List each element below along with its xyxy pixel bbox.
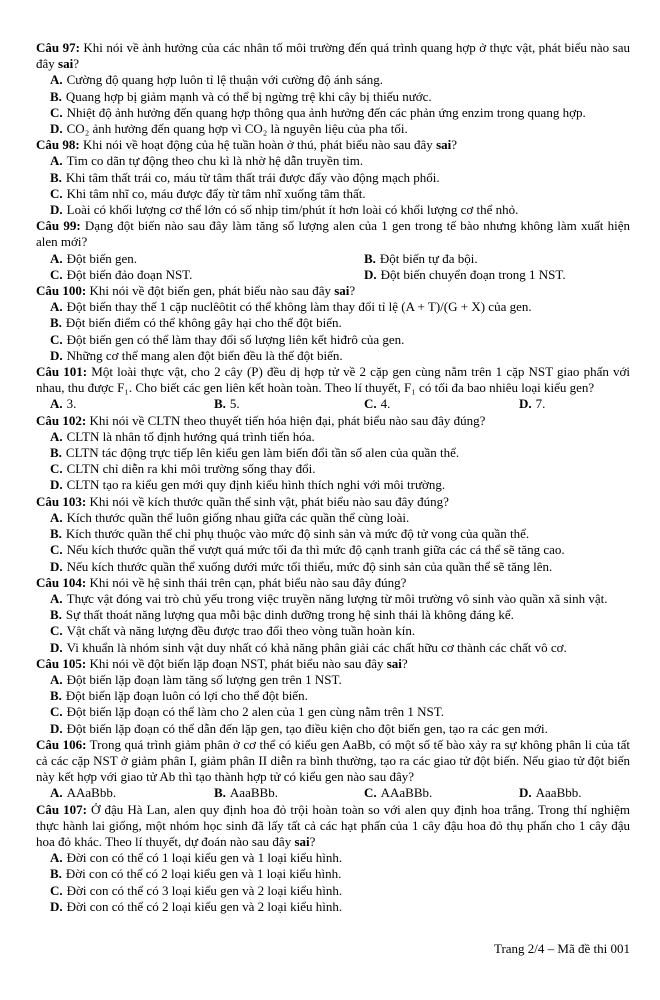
option (36, 348, 630, 364)
option-letter: B. (50, 169, 62, 185)
option (36, 170, 630, 186)
question-stem (36, 656, 630, 672)
option (36, 105, 630, 121)
option-letter: A. (50, 153, 63, 169)
option (350, 785, 505, 801)
question-emphasis: sai (294, 833, 310, 849)
option-letter: D. (50, 347, 63, 363)
option-text: 5. (229, 396, 240, 412)
option-text: Nếu kích thước quần thể xuống dưới mức tối thiểu, mức độ sinh sản của quần thể sẽ tăng lên. (66, 558, 553, 574)
question-emphasis: sai (58, 56, 74, 72)
question-stem (36, 737, 630, 786)
option-letter: A. (50, 428, 63, 444)
question-text: Dạng đột biến nào sau đây làm tăng số lượng alen của 1 gen trong tế bào nhưng không làm xuất hiện alen mới? (36, 218, 630, 250)
option-text: Khi tâm nhĩ co, máu được đẩy từ tâm nhĩ xuống tâm thất. (66, 185, 366, 201)
option (36, 526, 630, 542)
question-text: Khi nói về kích thước quần thể sinh vật, phát biểu nào sau đây đúng? (86, 493, 449, 509)
option-letter: A. (50, 72, 63, 88)
option-text: Tim co dãn tự động theo chu kì là nhờ hệ dẫn truyền tim. (66, 153, 364, 169)
option-letter: A. (50, 850, 63, 866)
question-number: Câu 97: (36, 40, 80, 55)
option (36, 153, 630, 169)
option-text: AaaBBb. (229, 785, 278, 801)
question-number: Câu 99: (36, 218, 81, 234)
question-number: Câu 102: (36, 412, 87, 428)
option (505, 785, 630, 801)
option-letter: B. (214, 396, 226, 412)
question-text: Ở đậu Hà Lan, alen quy định hoa đỏ trội hoàn toàn so với alen quy định hoa trắng. Trong thí nghiệm thực hành lai giống, một nhóm học sinh đã lấy tất cả các hạt phấn của 1 cây đậu hoa đỏ thụ phấn cho 1 cây đậu hoa đỏ khác. Theo lí thuyết, dự đoán nào sau đây (36, 801, 630, 849)
option-letter: C. (50, 266, 63, 282)
option-letter: C. (50, 331, 63, 347)
page-footer: Trang 2/4 – Mã đề thi 001 (493, 940, 630, 956)
option-text: CO₂ ảnh hưởng đến quang hợp vì CO₂ là nguyên liệu của pha tối. (66, 121, 408, 137)
option-text: 4. (380, 396, 391, 412)
option (36, 623, 630, 639)
option-text: Đột biến gen. (66, 250, 138, 266)
option-text: CLTN là nhân tố định hướng quá trình tiến hóa. (66, 428, 315, 444)
option-letter: C. (50, 882, 63, 898)
option-text: Những cơ thể mang alen đột biến đều là thể đột biến. (66, 347, 343, 363)
question-text: Khi nói về đột biến gen, phát biểu nào sau đây (86, 283, 335, 299)
option-text: Đột biến đảo đoạn NST. (66, 266, 193, 282)
option-text: Đột biến lặp đoạn có thể làm cho 2 alen của 1 gen cùng nằm trên 1 NST. (66, 704, 445, 720)
question-stem (36, 575, 630, 591)
question-block (36, 413, 630, 494)
option-text: Vật chất và năng lượng đều được trao đổi theo vòng tuần hoàn kín. (66, 623, 416, 639)
option-letter: D. (364, 266, 377, 282)
option-grid (36, 251, 630, 283)
option (36, 899, 630, 915)
option-letter: B. (50, 866, 62, 882)
option (505, 396, 630, 412)
option (36, 640, 630, 656)
option-letter: C. (50, 104, 63, 120)
option-text: Thực vật đóng vai trò chủ yếu trong việc truyền năng lượng từ môi trường vô sinh vào quần xã sinh vật. (66, 590, 608, 606)
option-text: Đời con có thể có 2 loại kiểu gen và 2 loại kiểu hình. (66, 898, 343, 914)
option-text: Đột biến điểm có thể không gây hại cho thể đột biến. (65, 315, 342, 331)
option-letter: D. (50, 202, 63, 218)
option-letter: B. (50, 315, 62, 331)
option-text: 3. (66, 396, 77, 412)
option-letter: D. (50, 121, 63, 137)
option (36, 688, 630, 704)
option (36, 510, 630, 526)
option-text: Nhiệt độ ảnh hưởng đến quang hợp thông qua ảnh hưởng đến các phản ứng enzim trong quang hợp. (66, 104, 586, 120)
option-text: AAaBBb. (380, 785, 433, 801)
option-text: 7. (535, 396, 546, 412)
question-stem (36, 494, 630, 510)
question-text: Khi nói về đột biến lặp đoạn NST, phát biểu nào sau đây (86, 655, 387, 671)
option-text: Khi tâm thất trái co, máu từ tâm thất trái được đẩy vào động mạch phổi. (65, 169, 440, 185)
option (36, 721, 630, 737)
question-number: Câu 101: (36, 364, 88, 380)
option (36, 332, 630, 348)
option-letter: B. (50, 445, 62, 461)
option-letter: C. (50, 461, 63, 477)
option (36, 704, 630, 720)
question-block (36, 364, 630, 413)
option-letter: A. (50, 250, 63, 266)
option (350, 267, 630, 283)
question-block (36, 494, 630, 575)
question-tail: ? (451, 137, 458, 153)
option-letter: C. (50, 185, 63, 201)
option-letter: B. (50, 607, 62, 623)
option-text: CLTN tác động trực tiếp lên kiểu gen làm biến đổi tần số alen của quần thể. (65, 445, 460, 461)
option (36, 89, 630, 105)
question-stem (36, 218, 630, 250)
option-letter: C. (50, 704, 63, 720)
option-letter: B. (50, 688, 62, 704)
option-text: Cường độ quang hợp luôn tỉ lệ thuận với cường độ ánh sáng. (66, 72, 384, 88)
option-text: Đột biến lặp đoạn có thể dẫn đến lặp gen, tạo điều kiện cho đột biến gen, tạo ra các gen mới. (66, 720, 548, 736)
option-letter: B. (214, 785, 226, 801)
option-text: Nếu kích thước quần thể vượt quá mức tối đa thì mức độ cạnh tranh giữa các cá thể sẽ tăng cao. (66, 542, 565, 558)
option-text: Vi khuẩn là nhóm sinh vật duy nhất có khả năng phân giải các chất hữu cơ thành các chất vô cơ. (66, 639, 567, 655)
question-text: Khi nói về hoạt động của hệ tuần hoàn ở thú, phát biểu nào sau đây (79, 137, 437, 153)
option-text: Đột biến tự đa bội. (379, 250, 478, 266)
question-block (36, 283, 630, 364)
question-list (36, 40, 630, 915)
question-number: Câu 98: (36, 137, 80, 153)
option-letter: D. (50, 720, 63, 736)
option (36, 559, 630, 575)
option-letter: D. (50, 898, 63, 914)
question-stem (36, 137, 630, 153)
question-block (36, 802, 630, 915)
option (36, 850, 630, 866)
question-emphasis: sai (334, 283, 350, 299)
option (36, 785, 200, 801)
option-text: Đột biến thay thế 1 cặp nuclêôtit có thể không làm thay đổi tỉ lệ (A + T)/(G + X) của gen. (66, 299, 532, 315)
option (36, 477, 630, 493)
question-tail: ? (401, 655, 408, 671)
option (36, 607, 630, 623)
option-letter: C. (50, 542, 63, 558)
option-grid (36, 396, 630, 412)
question-stem (36, 802, 630, 851)
option-letter: B. (50, 88, 62, 104)
option-letter: C. (364, 785, 377, 801)
question-tail: ? (73, 56, 79, 72)
option (200, 396, 350, 412)
option (36, 445, 630, 461)
question-text: Khi nói về ảnh hưởng của các nhân tố môi trường đến quá trình quang hợp ở thực vật, phát biểu nào sau đây (36, 40, 630, 72)
question-block (36, 218, 630, 283)
option (350, 396, 505, 412)
option-text: Đột biến lặp đoạn làm tăng số lượng gen trên 1 NST. (66, 671, 342, 687)
question-text: Khi nói về CLTN theo thuyết tiến hóa hiện đại, phát biểu nào sau đây đúng? (86, 412, 486, 428)
option (36, 251, 350, 267)
question-text: Trong quá trình giảm phân ở cơ thể có kiểu gen AaBb, có một số tế bào xảy ra sự không phân li của tất cả các cặp NST ở giảm phân I, giảm phân II diễn ra bình thường, tạo ra các giao tử đột biến. Nếu giao tử đột biến này kết hợp với giao tử Ab thì tạo thành hợp tử có kiểu gen nào sau đây? (36, 736, 630, 785)
option (36, 299, 630, 315)
question-tail: ? (349, 283, 356, 299)
option (36, 315, 630, 331)
question-block (36, 575, 630, 656)
option (36, 121, 630, 137)
option (200, 785, 350, 801)
option-letter: B. (364, 250, 376, 266)
question-number: Câu 106: (36, 736, 87, 752)
option-text: Quang hợp bị giảm mạnh và có thể bị ngừng trệ khi cây bị thiếu nước. (65, 88, 432, 104)
question-number: Câu 103: (36, 493, 87, 509)
question-stem (36, 364, 630, 396)
option-letter: D. (50, 639, 63, 655)
option-text: Loài có khối lượng cơ thể lớn có số nhịp tim/phút ít hơn loài có khối lượng cơ thể nhỏ. (66, 202, 519, 218)
question-number: Câu 105: (36, 655, 87, 671)
option-letter: C. (50, 623, 63, 639)
option (36, 591, 630, 607)
option (36, 72, 630, 88)
option-text: Kích thước quần thể luôn giống nhau giữa các quần thể cùng loài. (66, 509, 410, 525)
option (350, 251, 630, 267)
option-letter: C. (364, 396, 377, 412)
option (36, 542, 630, 558)
option-text: Sự thất thoát năng lượng qua mỗi bậc dinh dưỡng trong hệ sinh thái là không đáng kể. (65, 607, 514, 623)
option-letter: A. (50, 671, 63, 687)
question-block (36, 137, 630, 218)
question-stem (36, 413, 630, 429)
option-text: CLTN tạo ra kiểu gen mới quy định kiểu hình thích nghi với môi trường. (66, 477, 446, 493)
option-letter: B. (50, 526, 62, 542)
question-number: Câu 107: (36, 801, 87, 817)
question-emphasis: sai (436, 137, 452, 153)
option-letter: A. (50, 509, 63, 525)
option (36, 866, 630, 882)
option (36, 202, 630, 218)
option-text: Kích thước quần thể chỉ phụ thuộc vào mức độ sinh sản và mức độ tử vong của quần thể. (65, 526, 530, 542)
option-text: Đời con có thể có 3 loại kiểu gen và 2 loại kiểu hình. (66, 882, 343, 898)
option-letter: A. (50, 590, 63, 606)
option-text: Đột biến chuyển đoạn trong 1 NST. (380, 266, 566, 282)
question-block (36, 737, 630, 802)
option (36, 672, 630, 688)
question-block (36, 40, 630, 137)
option-letter: A. (50, 299, 63, 315)
option-letter: D. (519, 396, 532, 412)
question-number: Câu 104: (36, 574, 87, 590)
option (36, 429, 630, 445)
option (36, 396, 200, 412)
option-text: AaaBbb. (535, 785, 582, 801)
question-text: Khi nói về hệ sinh thái trên cạn, phát biểu nào sau đây đúng? (86, 574, 407, 590)
question-tail: ? (309, 833, 316, 849)
option-letter: D. (519, 785, 532, 801)
option-text: Đột biến gen có thể làm thay đổi số lượng liên kết hiđrô của gen. (66, 331, 405, 347)
option-text: Đột biến lặp đoạn luôn có lợi cho thể đột biến. (65, 688, 308, 704)
option-text: AAaBbb. (66, 785, 117, 801)
option-letter: D. (50, 477, 63, 493)
option-letter: D. (50, 558, 63, 574)
question-text: Một loài thực vật, cho 2 cây (P) đều dị hợp tử về 2 cặp gen cùng nằm trên 1 cặp NST giao phấn với nhau, thu được F₁. Cho biết các gen liên kết hoàn toàn. Theo lí thuyết, F₁ có tối đa bao nhiêu loại kiểu gen? (36, 364, 630, 396)
option (36, 267, 350, 283)
question-stem (36, 283, 630, 299)
option (36, 461, 630, 477)
option-grid (36, 785, 630, 801)
question-block (36, 656, 630, 737)
option (36, 883, 630, 899)
option-letter: A. (50, 396, 63, 412)
question-stem (36, 40, 630, 72)
option-text: Đời con có thể có 2 loại kiểu gen và 1 loại kiểu hình. (65, 866, 342, 882)
option-text: Đời con có thể có 1 loại kiểu gen và 1 loại kiểu hình. (66, 850, 343, 866)
option (36, 186, 630, 202)
option-text: CLTN chỉ diễn ra khi môi trường sống thay đổi. (66, 461, 316, 477)
question-number: Câu 100: (36, 283, 87, 299)
option-letter: A. (50, 785, 63, 801)
question-emphasis: sai (386, 655, 402, 671)
